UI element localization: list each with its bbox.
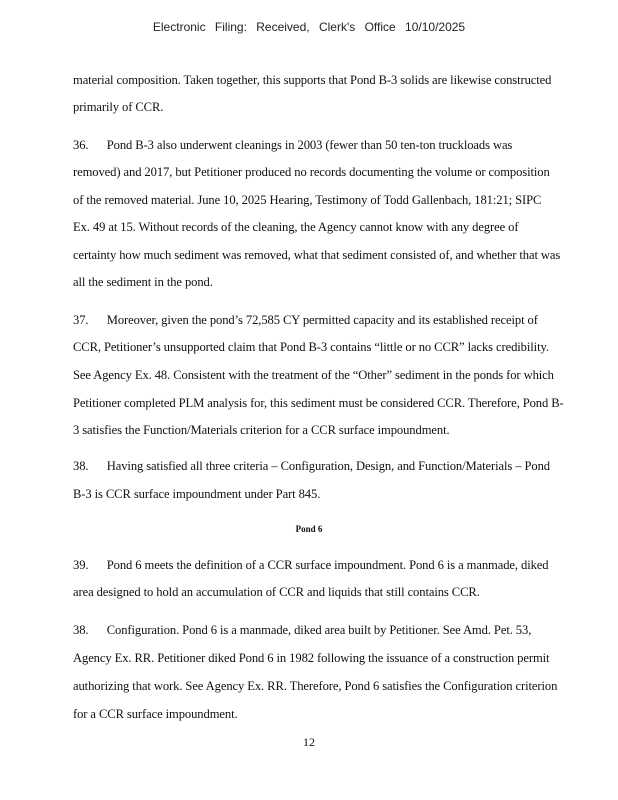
paragraph-38b-line: 38. Configuration. Pond 6 is a manmade, diked area built by Petitioner. See Amd. Pet. 53, — [73, 623, 532, 637]
text-line: Petitioner completed PLM analysis for, this sediment must be considered CCR. Therefore, Pond B- — [73, 396, 564, 410]
filing-stamp-header: Electronic Filing: Received, Clerk's Office 10/10/2025 — [152, 20, 466, 34]
text-line: removed) and 2017, but Petitioner produced no records documenting the volume or composition — [73, 165, 550, 179]
text-line: material composition. Taken together, this supports that Pond B-3 solids are likewise constructed — [73, 73, 552, 87]
text-line: for a CCR surface impoundment. — [73, 707, 238, 721]
text-line: certainty how much sediment was removed, what that sediment consisted of, and whether that was — [73, 248, 561, 262]
text-line: authorizing that work. See Agency Ex. RR. Therefore, Pond 6 satisfies the Configuration criterion — [73, 679, 558, 693]
text-line: Agency Ex. RR. Petitioner diked Pond 6 in 1982 following the issuance of a construction permit — [73, 651, 550, 665]
paragraph-37-line: 37. Moreover, given the pond’s 72,585 CY permitted capacity and its established receipt of — [73, 313, 538, 327]
paragraph-38-line: 38. Having satisfied all three criteria – Configuration, Design, and Function/Materials – Pond — [73, 459, 550, 473]
section-heading: Pond 6 — [295, 524, 323, 534]
text-line: B-3 is CCR surface impoundment under Part 845. — [73, 487, 321, 501]
text-line: area designed to hold an accumulation of CCR and liquids that still contains CCR. — [73, 585, 480, 599]
text-line: primarily of CCR. — [73, 100, 164, 114]
text-line: CCR, Petitioner’s unsupported claim that Pond B-3 contains “little or no CCR” lacks credibility. — [73, 340, 549, 354]
paragraph-36-line: 36. Pond B-3 also underwent cleanings in 2003 (fewer than 50 ten-ton truckloads was — [73, 138, 513, 152]
text-line: Ex. 49 at 15. Without records of the cleaning, the Agency cannot know with any degree of — [73, 220, 519, 234]
page-number: 12 — [303, 735, 315, 749]
text-line: See Agency Ex. 48. Consistent with the treatment of the “Other” sediment in the ponds for which — [73, 368, 554, 382]
paragraph-39-line: 39. Pond 6 meets the definition of a CCR surface impoundment. Pond 6 is a manmade, diked — [73, 558, 549, 572]
text-line: 3 satisfies the Function/Materials criterion for a CCR surface impoundment. — [73, 423, 450, 437]
text-line: of the removed material. June 10, 2025 Hearing, Testimony of Todd Gallenbach, 181:21; SIPC — [73, 193, 542, 207]
text-line: all the sediment in the pond. — [73, 275, 213, 289]
